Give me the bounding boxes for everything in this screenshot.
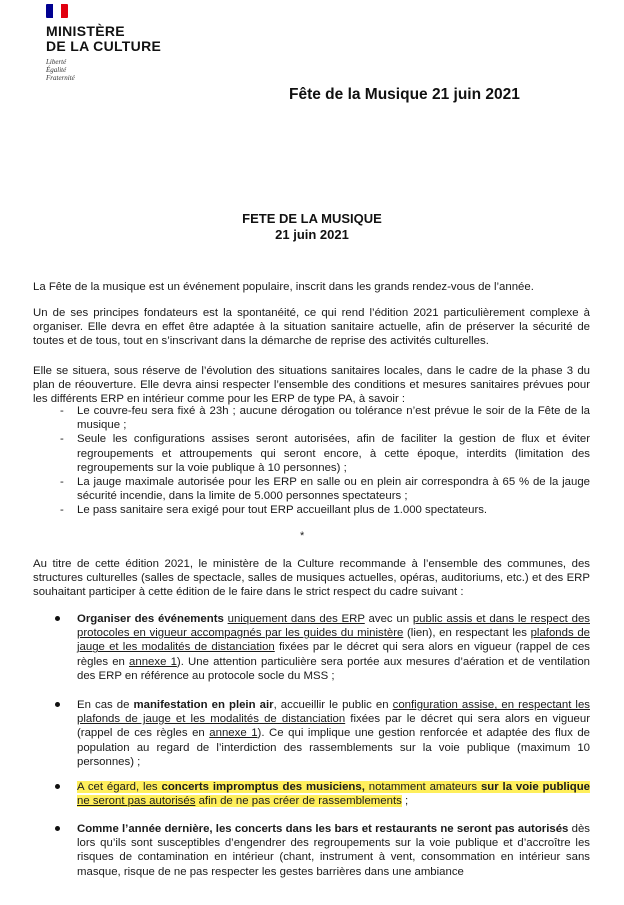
list-item: - Le couvre-feu sera fixé à 23h ; aucune dérogation ou tolérance n’est prévue le soir de la Fête de la musique ; (60, 404, 590, 432)
header-title: Fête de la Musique 21 juin 2021 (289, 86, 520, 103)
list-item: - Le pass sanitaire sera exigé pour tout ERP accueillant plus de 1.000 spectateurs. (60, 503, 590, 517)
separator-asterisk: * (300, 530, 305, 542)
paragraph-phase3: Elle se situera, sous réserve de l’évolution des situations sanitaires locales, dans le cadre de la phase 3 du plan de réouverture. Elle devra ainsi respecter l’ensemble des conditions et mesures sanitaires prévues pour les différents ERP en intérieur comme pour les ERP de type PA, à savoir : (33, 365, 590, 406)
bullet-outdoor-events: En cas de manifestation en plein air, accueillir le public en configuration assise, en respectant les plafonds de jauge et les modalités de distanciation fixées par le décret qui sera alors en vigueur (rappel de ces règles en annexe 1). Ce qui implique une gestion renforcée et adaptée des flux de population au regard de l’interdiction des rassemblements sur la voie publique (maximum 10 personnes) ; (47, 698, 590, 769)
bullet-bars-restaurants: Comme l’année dernière, les concerts dans les bars et restaurants ne seront pas autorisés dès lors qu’ils sont susceptibles d’engendrer des regroupements sur la voie publique et d’accroître les risques de contamination en intérieur (chant, instrument à vent, consommation en intérieur sans masque, risque de ne pas respecter les gestes barrières dans une ambiance (47, 822, 590, 879)
document-date: 21 juin 2021 (275, 227, 349, 242)
ministry-logo (46, 4, 161, 82)
logo-name-line1: MINISTÈRE (46, 23, 125, 39)
marianne-flag-icon (46, 4, 68, 18)
paragraph-principles: Un de ses principes fondateurs est la spontanéité, ce qui rend l’édition 2021 particulièrement complexe à organiser. Elle devra en effet être adaptée à la situation sanitaire actuelle, afin de préserver la sécurité de toutes et de tous, tout en s’inscrivant dans la démarche de reprise des activités culturelles. (33, 307, 590, 348)
motto-fraternite: Fraternité (46, 74, 75, 82)
motto-egalite: Égalité (46, 66, 67, 74)
motto-liberte: Liberté (46, 58, 67, 66)
list-item: - Seule les configurations assises seront autorisées, afin de faciliter la gestion de flux et éviter regroupements et attroupements qui seront encore, à cette époque, interdits (limitation des regroupements sur la voie publique à 10 personnes) ; (60, 432, 590, 475)
list-item: - La jauge maximale autorisée pour les ERP en salle ou en plein air correspondra à 65 % de la jauge sécurité incendie, dans la limite de 5.000 personnes spectateurs ; (60, 475, 590, 503)
logo-name-line2: DE LA CULTURE (46, 38, 162, 54)
paragraph-recommendations: Au titre de cette édition 2021, le ministère de la Culture recommande à l’ensemble des communes, des structures culturelles (salles de spectacle, salles de musiques actuelles, opéras, auditoriums, etc.) et des ERP souhaitant participer à cette édition de le faire dans le strict respect du cadre suivant : (33, 558, 590, 599)
sanitary-measures-list (60, 404, 590, 518)
bullet-impromptu-concerts: A cet égard, les concerts impromptus des musiciens, notamment amateurs sur la voie publique ne seront pas autorisés afin de ne pas créer de rassemblements ; (47, 780, 590, 808)
bullet-erp-events: Organiser des événements uniquement dans des ERP avec un public assis et dans le respect des protocoles en vigueur accompagnés par les guides du ministère (lien), en respectant les plafonds de jauge et les modalités de distanciation fixées par le décret qui sera alors en vigueur (rappel de ces règles en annexe 1). Une attention particulière sera portée aux mesures d’aération et de ventilation des ERP en référence au protocole socle du MSS ; (47, 612, 590, 683)
document-title: FETE DE LA MUSIQUE (242, 211, 382, 226)
paragraph-intro: La Fête de la musique est un événement populaire, inscrit dans les grands rendez-vous de l’année. (33, 281, 534, 293)
